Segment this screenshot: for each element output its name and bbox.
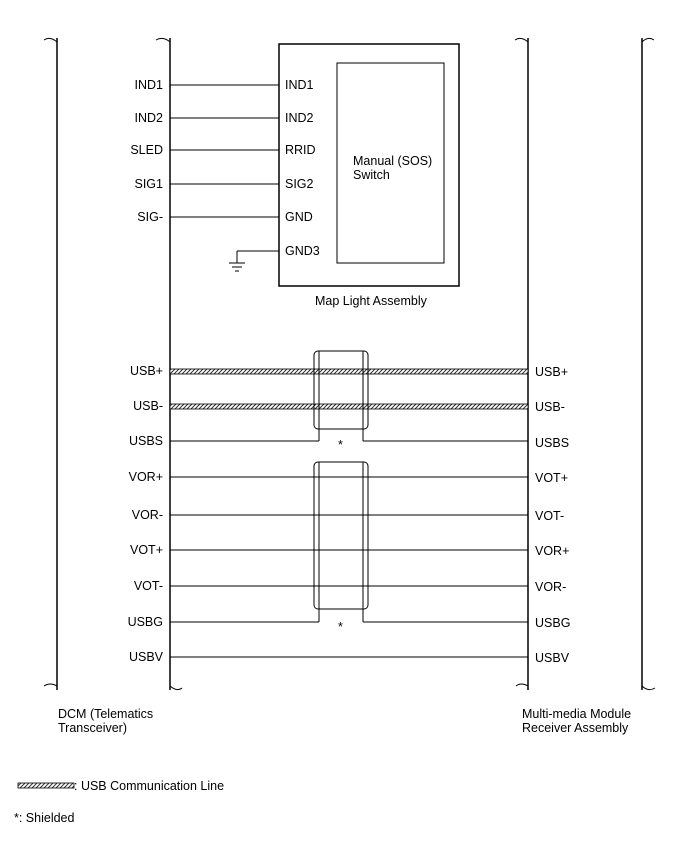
- multimedia-pin-label: USB-: [535, 400, 565, 414]
- usb-line-swatch: [18, 783, 74, 788]
- multimedia-pin-label: USBV: [535, 651, 570, 665]
- ground-symbol: [229, 251, 279, 271]
- shield-mark-2: *: [338, 620, 343, 634]
- map-light-label: Map Light Assembly: [315, 294, 427, 308]
- shield-mark-1: *: [338, 438, 343, 452]
- dcm-label-line2: Transceiver): [58, 721, 127, 735]
- multimedia-pin-label: VOT-: [535, 509, 565, 523]
- dcm-label-line1: DCM (Telematics: [58, 707, 154, 721]
- map-light-pin-label: SIG2: [285, 177, 314, 191]
- shielded-legend: *: Shielded: [14, 811, 75, 825]
- multimedia-pin-label: VOT+: [535, 471, 568, 485]
- map-light-pin-label: RRID: [285, 143, 316, 157]
- multimedia-label-line2: Receiver Assembly: [522, 721, 629, 735]
- dcm-pin-label: SLED: [130, 143, 163, 157]
- dcm-pin-label: VOR+: [128, 470, 163, 484]
- multimedia-pin-label: VOR-: [535, 580, 567, 594]
- shield-2: [314, 462, 368, 609]
- switch-label-line1: Manual (SOS): [353, 154, 433, 168]
- dcm-pin-label: USBS: [128, 434, 163, 448]
- map-light-pin-label: IND1: [285, 78, 314, 92]
- dcm-pin-label: VOR-: [131, 508, 163, 522]
- dcm-pin-label: IND2: [134, 111, 163, 125]
- dcm-pin-labels: [128, 78, 164, 664]
- multimedia-pin-label: USBG: [535, 616, 571, 630]
- shield-1: [314, 351, 368, 429]
- dcm-pin-label: IND1: [134, 78, 163, 92]
- legend: [14, 779, 224, 825]
- map-light-pin-label: GND: [285, 210, 313, 224]
- dcm-pin-label: SIG1: [134, 177, 163, 191]
- dcm-pin-label: VOT-: [133, 579, 163, 593]
- usb-minus-line: [170, 404, 528, 409]
- dcm-pin-label: USB-: [133, 399, 163, 413]
- dcm-pin-label: SIG-: [137, 210, 163, 224]
- switch-label-line2: Switch: [353, 168, 390, 182]
- multimedia-pin-label: USBS: [535, 436, 570, 450]
- usb-plus-line: [170, 369, 528, 374]
- multimedia-pin-labels: [535, 365, 570, 665]
- dcm-pin-label: USBG: [127, 615, 163, 629]
- dcm-pin-label: VOT+: [130, 543, 163, 557]
- multimedia-label-line1: Multi-media Module: [522, 707, 632, 721]
- dcm-pin-label: USB+: [129, 364, 163, 378]
- map-light-wires: [170, 85, 279, 217]
- dcm-pin-label: USBV: [128, 650, 163, 664]
- multimedia-pin-label: USB+: [535, 365, 569, 379]
- usb-line-legend: : USB Communication Line: [74, 779, 225, 793]
- multimedia-pin-label: VOR+: [535, 544, 570, 558]
- map-light-pin-label: GND3: [285, 244, 320, 258]
- map-light-pin-label: IND2: [285, 111, 314, 125]
